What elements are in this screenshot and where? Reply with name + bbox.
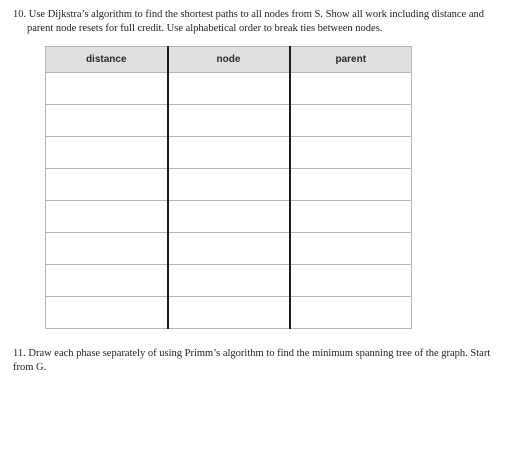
question-11-line-2: from G. [13, 362, 47, 373]
table-row [46, 73, 412, 105]
answer-cell-node[interactable] [168, 105, 290, 137]
answer-cell-distance[interactable] [46, 105, 168, 137]
answer-cell-parent[interactable] [290, 73, 412, 105]
dijkstra-answer-table [45, 46, 412, 329]
table-row [46, 201, 412, 233]
answer-cell-node[interactable] [168, 265, 290, 297]
answer-cell-parent[interactable] [290, 105, 412, 137]
answer-cell-parent[interactable] [290, 137, 412, 169]
answer-cell-parent[interactable] [290, 169, 412, 201]
answer-cell-distance[interactable] [46, 297, 168, 329]
table-row [46, 105, 412, 137]
answer-cell-parent[interactable] [290, 265, 412, 297]
question-10-line-2: parent node resets for full credit. Use alphabetical order to break ties between nodes. [27, 23, 383, 34]
table-row [46, 169, 412, 201]
answer-cell-parent[interactable] [290, 297, 412, 329]
table-row [46, 297, 412, 329]
header-parent: parent [290, 47, 412, 73]
answer-cell-distance[interactable] [46, 265, 168, 297]
answer-cell-node[interactable] [168, 201, 290, 233]
question-10-line-1: 10. Use Dijkstra’s algorithm to find the shortest paths to all nodes from S. Show all work including distance and [13, 9, 484, 20]
answer-cell-distance[interactable] [46, 233, 168, 265]
answer-cell-distance[interactable] [46, 201, 168, 233]
table-row [46, 233, 412, 265]
table-header-row [46, 47, 412, 73]
answer-cell-parent[interactable] [290, 201, 412, 233]
question-11 [13, 347, 518, 375]
table-body [46, 73, 412, 329]
question-11-line-1: 11. Draw each phase separately of using Primm’s algorithm to find the minimum spanning tree of the graph. Start [13, 348, 491, 359]
answer-cell-node[interactable] [168, 73, 290, 105]
answer-cell-node[interactable] [168, 137, 290, 169]
header-distance: distance [46, 47, 168, 73]
question-10 [13, 8, 518, 36]
table-row [46, 265, 412, 297]
answer-cell-node[interactable] [168, 297, 290, 329]
answer-cell-node[interactable] [168, 233, 290, 265]
answer-cell-distance[interactable] [46, 169, 168, 201]
answer-cell-distance[interactable] [46, 73, 168, 105]
answer-cell-parent[interactable] [290, 233, 412, 265]
header-node: node [168, 47, 290, 73]
table-row [46, 137, 412, 169]
answer-cell-node[interactable] [168, 169, 290, 201]
answer-cell-distance[interactable] [46, 137, 168, 169]
